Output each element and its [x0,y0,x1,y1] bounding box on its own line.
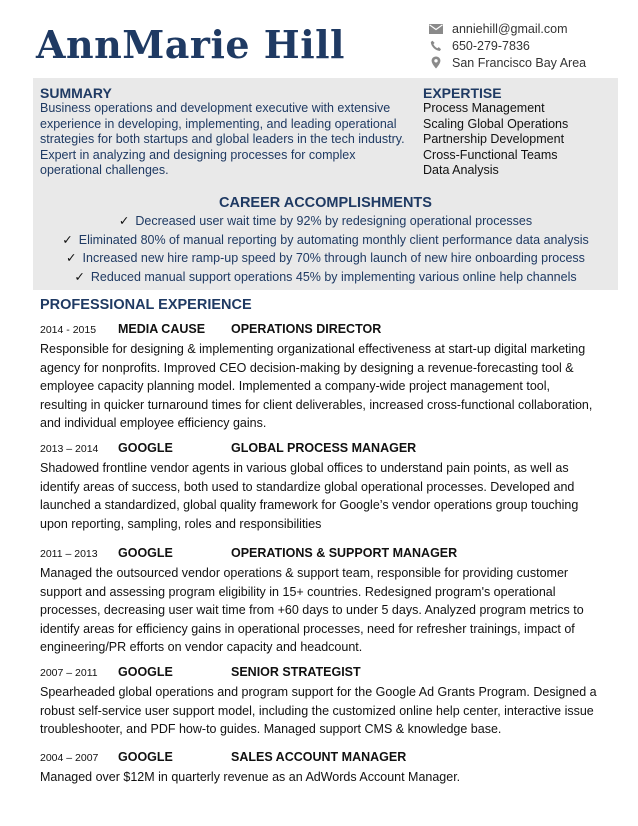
job-desc-line: robust self-service user support model, including the customized online help center, interactive issue [40,703,594,718]
job-dates: 2011 – 2013 [40,548,98,560]
contact-block [428,20,633,71]
contact-location: San Francisco Bay Area [452,55,587,70]
summary-line: experience in developing, implementing, and leading operational [40,116,397,131]
accomplishment-text: Reduced manual support operations 45% by implementing various online help channels [90,269,577,284]
resume-name: AnnMarie Hill [36,22,345,67]
accomplishment-item [33,231,618,250]
job-description [40,564,600,657]
job-desc-line: engineering/PR efforts on vendor capacity and headcount. [40,640,363,654]
summary-line: operational challenges. [40,163,169,177]
expertise-item: Process Management [423,101,545,115]
job-entry [40,546,600,657]
location-pin-icon [428,56,444,70]
job-description [40,768,600,787]
phone-icon [428,39,444,53]
checkmark-icon: ✓ [74,269,85,284]
summary-text [40,101,410,179]
accomplishment-item [33,268,618,287]
job-company: GOOGLE [118,546,173,560]
job-desc-line: processes, decreasing user wait time from +60 days to under 5 days. Analyzed program metrics to [40,603,584,617]
envelope-icon [428,22,444,36]
checkmark-icon: ✓ [118,214,130,228]
job-title: OPERATIONS & SUPPORT MANAGER [231,546,458,560]
summary-line: strategies for both startups and global leaders in the tech industry. [40,132,405,146]
summary-line: Business operations and development executive with extensive [40,101,391,115]
expertise-list [423,101,613,179]
job-header [40,322,600,338]
contact-email-row [428,20,633,37]
checkmark-icon: ✓ [66,251,77,265]
job-company: GOOGLE [118,441,173,455]
job-header [40,665,600,681]
contact-phone: 650-279-7836 [452,38,530,53]
accomplishments-list [33,212,618,286]
career-heading: CAREER ACCOMPLISHMENTS [219,195,432,211]
job-desc-line: Spearheaded global operations and program support for the Google Ad Grants Program. Designed a [40,685,597,699]
job-description [40,683,600,739]
expertise-item: Partnership Development [423,132,565,146]
job-desc-line: support and assessing program eligibility in 15+ countries. Redesigned program's operational [40,584,556,599]
accomplishment-text: Eliminated 80% of manual reporting by automating monthly client performance data analysis [78,232,589,247]
job-desc-line: Managed over $12M in quarterly revenue as an AdWords Account Manager. [40,770,461,784]
job-dates: 2013 – 2014 [40,443,99,455]
accomplishment-text: Decreased user wait time by 92% by redesigning operational processes [135,214,533,228]
summary-line: Expert in analyzing and designing processes for complex [40,147,356,162]
accomplishment-item [33,212,618,231]
job-title: SALES ACCOUNT MANAGER [231,750,407,764]
job-desc-line: and individual employee efficiency gains. [40,416,267,430]
expertise-item: Cross-Functional Teams [423,147,558,162]
checkmark-icon: ✓ [62,232,73,247]
job-title: GLOBAL PROCESS MANAGER [231,441,417,455]
accomplishment-text: Increased new hire ramp-up speed by 70% through launch of new hire onboarding process [82,251,585,265]
summary-heading: SUMMARY [40,85,112,101]
job-entry [40,750,600,787]
job-desc-line: Responsible for designing & implementing organizational effectiveness at start-up digital marketing [40,342,586,356]
job-desc-line: resulting in quicker turnaround times for client deliverables, increased cross-functional collaboration, [40,397,593,412]
contact-location-row [428,54,633,71]
job-title: SENIOR STRATEGIST [231,665,361,679]
expertise-item: Scaling Global Operations [423,116,569,131]
expertise-item: Data Analysis [423,163,499,177]
job-description [40,340,600,433]
job-header [40,441,600,457]
job-desc-line: Managed the outsourced vendor operations & support team, responsible for providing customer [40,566,569,580]
job-description [40,459,600,533]
job-entry [40,322,600,433]
job-header [40,546,600,562]
expertise-heading: EXPERTISE [423,85,502,101]
job-dates: 2004 – 2007 [40,752,99,764]
job-desc-line: identify areas for efficiency gains in operational processes, need for refresher trainings, impact of [40,621,575,636]
contact-email[interactable]: anniehill@gmail.com [452,21,568,36]
job-desc-line: agency for nonprofits. Improved CEO decision-making by designing a revenue-forecasting tool & [40,360,574,375]
job-desc-line: identify areas of success, both used to standardize global operational processes. Developed and [40,479,575,494]
contact-phone-row [428,37,633,54]
job-desc-line: troubleshooter, and PDF how-to guides. Managed support CMS & knowledge base. [40,722,502,736]
job-company: GOOGLE [118,750,173,764]
job-entry [40,441,600,533]
job-desc-line: launched a standardized, global quality framework for Google’s vendor operations group touching [40,498,579,512]
job-entry [40,665,600,739]
job-dates: 2007 – 2011 [40,667,98,679]
job-company: MEDIA CAUSE [118,322,206,336]
job-dates: 2014 - 2015 [40,324,97,336]
accomplishment-item [33,249,618,268]
job-desc-line: Shadowed frontline vendor agents in various global offices to understand pain points, as well as [40,461,569,475]
experience-heading: PROFESSIONAL EXPERIENCE [40,297,252,313]
job-header [40,750,600,766]
job-company: GOOGLE [118,665,173,679]
job-title: OPERATIONS DIRECTOR [231,322,382,336]
job-desc-line: upon reporting, sampling, roles and responsibilities [40,516,322,531]
job-desc-line: employee capacity planning model. Implemented a company-wide project management tool, [40,379,551,393]
